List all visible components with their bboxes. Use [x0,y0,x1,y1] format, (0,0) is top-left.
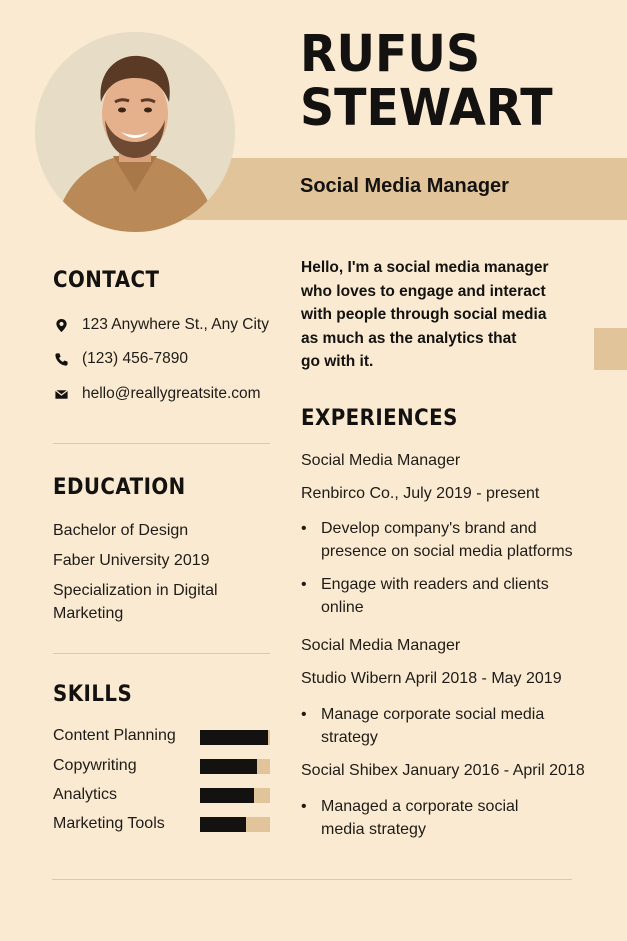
skill-fill [200,759,257,774]
intro-paragraph [301,256,571,374]
job-title: Social Media Manager [301,637,461,654]
bullet-line: Manage corporate social media [321,706,545,723]
intro-line: as much as the analytics that [301,329,517,347]
contact-phone [53,348,293,370]
bullet-line: Develop company's brand and [321,520,537,537]
intro-line: Hello, I'm a social media manager [301,259,549,276]
bullet-dot: • [301,520,307,537]
skill-label: Analytics [53,786,118,803]
skill-fill [200,730,268,745]
experiences-heading: EXPERIENCES [301,406,458,431]
intro-line: who loves to engage and interact [301,282,546,300]
education-specialization-line-1: Specialization in Digital [53,582,218,599]
phone-text: (123) 456-7890 [82,350,188,367]
intro-line: go with it. [301,353,374,370]
phone-icon [53,351,69,367]
footer-divider [52,879,572,880]
intro-line: with people through social media [301,306,547,323]
bullet-line: media strategy [321,821,426,838]
last-name: STEWART [300,79,553,138]
side-accent-tab [594,328,627,370]
bullet-line: presence on social media platforms [321,543,573,560]
job-company: Renbirco Co., July 2019 - present [301,485,540,502]
bullet-dot: • [301,798,307,815]
job-bullet [301,573,601,619]
mail-icon [53,386,69,402]
skill-label: Marketing Tools [53,815,165,832]
skill-fill [200,788,254,803]
email-text: hello@reallygreatsite.com [82,385,261,402]
skill-bar [200,730,270,745]
education-university: Faber University 2019 [53,552,210,569]
skill-fill [200,817,246,832]
education-specialization [53,579,273,625]
job-bullet [301,517,601,563]
skills-heading: SKILLS [53,682,133,707]
education-degree: Bachelor of Design [53,522,189,539]
location-pin-icon [53,317,69,333]
bullet-line: Managed a corporate social [321,798,519,815]
address-text: 123 Anywhere St., Any City [82,316,269,333]
job-title: Social Media Manager [301,452,461,469]
bullet-dot: • [301,706,307,723]
skill-label: Content Planning [53,727,176,744]
skill-bar [200,788,270,803]
bullet-dot: • [301,576,307,593]
job-bullet [301,703,601,749]
candidate-name [300,25,588,138]
contact-heading: CONTACT [53,268,160,293]
education-heading: EDUCATION [53,475,186,500]
contact-divider [53,443,270,444]
contact-address [53,314,293,336]
education-divider [53,653,270,654]
job-role: Social Media Manager [300,175,509,197]
education-specialization-line-2: Marketing [53,605,124,622]
skill-label: Copywriting [53,757,137,774]
bullet-line: strategy [321,729,378,746]
profile-photo [35,32,235,232]
contact-email [53,383,293,405]
portrait-illustration [35,32,235,232]
job-company: Studio Wibern April 2018 - May 2019 [301,670,562,687]
job-bullet [301,795,601,841]
bullet-line: Engage with readers and clients [321,576,549,593]
first-name: RUFUS [300,25,481,84]
bullet-line: online [321,599,364,616]
job-company: Social Shibex January 2016 - April 2018 [301,762,585,779]
skill-bar [200,759,270,774]
skill-bar [200,817,270,832]
